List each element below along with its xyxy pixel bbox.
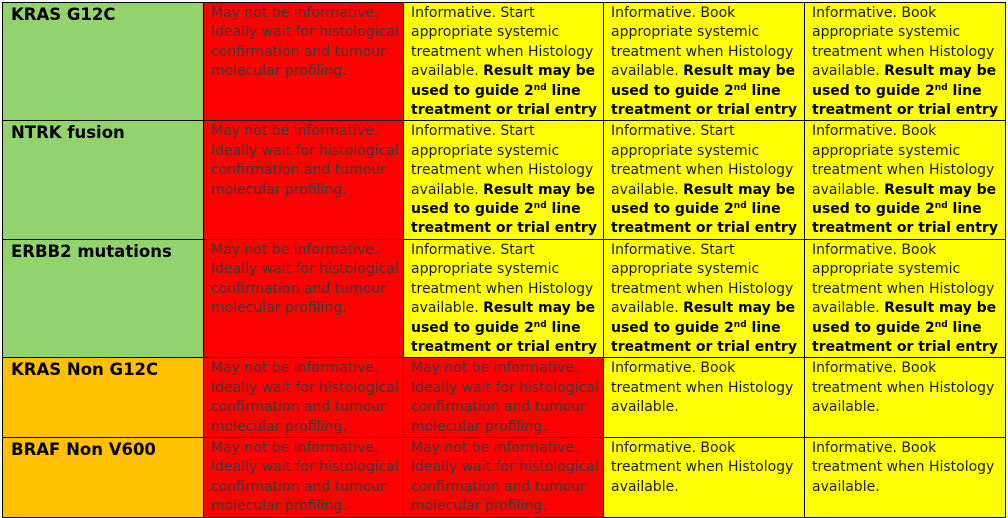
recommendation-cell <box>204 437 404 517</box>
ordinal-suffix: nd <box>733 82 747 93</box>
recommendation-cell <box>805 121 1006 239</box>
emphasis-text: Result may be used to guide 2 <box>812 300 997 336</box>
ordinal-suffix: nd <box>533 82 547 93</box>
recommendation-text: Informative. Book treatment when Histology available. <box>812 360 995 416</box>
recommendation-text: Informative. Start appropriate systemic treatment when Histology available. <box>411 5 594 80</box>
recommendation-cell <box>805 358 1006 438</box>
recommendation-text: Informative. Start appropriate systemic treatment when Histology available. <box>411 241 594 317</box>
ordinal-suffix: nd <box>934 319 948 330</box>
biomarker-label: ERBB2 mutations <box>3 239 204 357</box>
recommendation-cell <box>604 239 805 357</box>
recommendation-text: May not be informative. Ideally wait for histological confirmation and tumour molecular profiling. <box>211 439 399 515</box>
emphasis-text-end: line treatment or trial entry <box>611 319 797 355</box>
emphasis-text-end: line treatment or trial entry <box>812 201 998 237</box>
ordinal-suffix: nd <box>934 82 948 93</box>
table-row <box>3 121 1006 239</box>
emphasis-text: Result may be used to guide 2 <box>411 181 596 218</box>
emphasis-text: Result may be used to guide 2 <box>611 181 796 218</box>
recommendation-cell <box>204 121 404 239</box>
emphasis-text: Result may be used to guide 2 <box>812 181 997 218</box>
recommendation-text: Informative. Book appropriate systemic treatment when Histology available. <box>812 123 995 198</box>
ordinal-suffix: nd <box>733 319 747 330</box>
recommendation-cell <box>404 3 604 121</box>
emphasis-text-end: line treatment or trial entry <box>411 82 597 119</box>
recommendation-text: Informative. Book treatment when Histology available. <box>611 439 794 495</box>
recommendation-text: Informative. Book appropriate systemic treatment when Histology available. <box>812 241 995 317</box>
emphasis-text-end: line treatment or trial entry <box>611 201 797 237</box>
recommendation-cell <box>404 437 604 517</box>
recommendation-cell <box>604 121 805 239</box>
table-row <box>3 437 1006 517</box>
emphasis-text: Result may be used to guide 2 <box>611 300 796 336</box>
recommendation-cell <box>204 3 404 121</box>
recommendation-text: May not be informative. Ideally wait for histological confirmation and tumour molecular profiling. <box>411 439 599 515</box>
recommendation-text: Informative. Book treatment when Histology available. <box>611 360 794 416</box>
recommendation-text: Informative. Book appropriate systemic treatment when Histology available. <box>611 5 794 80</box>
biomarker-label: NTRK fusion <box>3 121 204 239</box>
recommendation-cell <box>204 239 404 357</box>
ordinal-suffix: nd <box>934 201 948 212</box>
recommendation-cell <box>404 358 604 438</box>
ordinal-suffix: nd <box>533 319 547 330</box>
emphasis-text: Result may be used to guide 2 <box>411 63 596 99</box>
emphasis-text-end: line treatment or trial entry <box>812 319 998 355</box>
recommendation-text: May not be informative. Ideally wait for histological confirmation and tumour molecular profiling. <box>211 123 399 198</box>
recommendation-cell <box>604 358 805 438</box>
table-row <box>3 3 1006 121</box>
recommendation-text: May not be informative. Ideally wait for histological confirmation and tumour molecular profiling. <box>411 360 599 435</box>
recommendation-text: May not be informative. Ideally wait for histological confirmation and tumour molecular profiling. <box>211 5 399 80</box>
emphasis-text-end: line treatment or trial entry <box>812 82 998 119</box>
recommendation-text: Informative. Start appropriate systemic treatment when Histology available. <box>411 123 594 198</box>
table-row <box>3 239 1006 357</box>
recommendation-cell <box>404 239 604 357</box>
recommendation-cell <box>805 437 1006 517</box>
emphasis-text-end: line treatment or trial entry <box>411 319 597 355</box>
recommendation-cell <box>204 358 404 438</box>
recommendation-text: May not be informative. Ideally wait for histological confirmation and tumour molecular profiling. <box>211 360 399 435</box>
biomarker-label: KRAS G12C <box>3 3 204 121</box>
biomarker-label: BRAF Non V600 <box>3 437 204 517</box>
recommendation-cell <box>604 3 805 121</box>
emphasis-text: Result may be used to guide 2 <box>611 63 796 99</box>
table-body <box>3 3 1006 518</box>
ordinal-suffix: nd <box>533 201 547 212</box>
recommendation-text: Informative. Start appropriate systemic treatment when Histology available. <box>611 241 794 317</box>
recommendation-text: Informative. Book appropriate systemic treatment when Histology available. <box>812 5 995 80</box>
biomarker-treatment-table <box>2 2 1006 518</box>
emphasis-text: Result may be used to guide 2 <box>411 300 596 336</box>
recommendation-cell <box>404 121 604 239</box>
emphasis-text: Result may be used to guide 2 <box>812 63 997 99</box>
recommendation-cell <box>805 239 1006 357</box>
biomarker-label: KRAS Non G12C <box>3 358 204 438</box>
recommendation-cell <box>604 437 805 517</box>
ordinal-suffix: nd <box>733 201 747 212</box>
table-row <box>3 358 1006 438</box>
recommendation-text: Informative. Book treatment when Histology available. <box>812 439 995 495</box>
recommendation-text: Informative. Start appropriate systemic treatment when Histology available. <box>611 123 794 198</box>
recommendation-cell <box>805 3 1006 121</box>
emphasis-text-end: line treatment or trial entry <box>411 201 597 237</box>
emphasis-text-end: line treatment or trial entry <box>611 82 797 119</box>
recommendation-text: May not be informative. Ideally wait for histological confirmation and tumour molecular profiling. <box>211 241 399 317</box>
